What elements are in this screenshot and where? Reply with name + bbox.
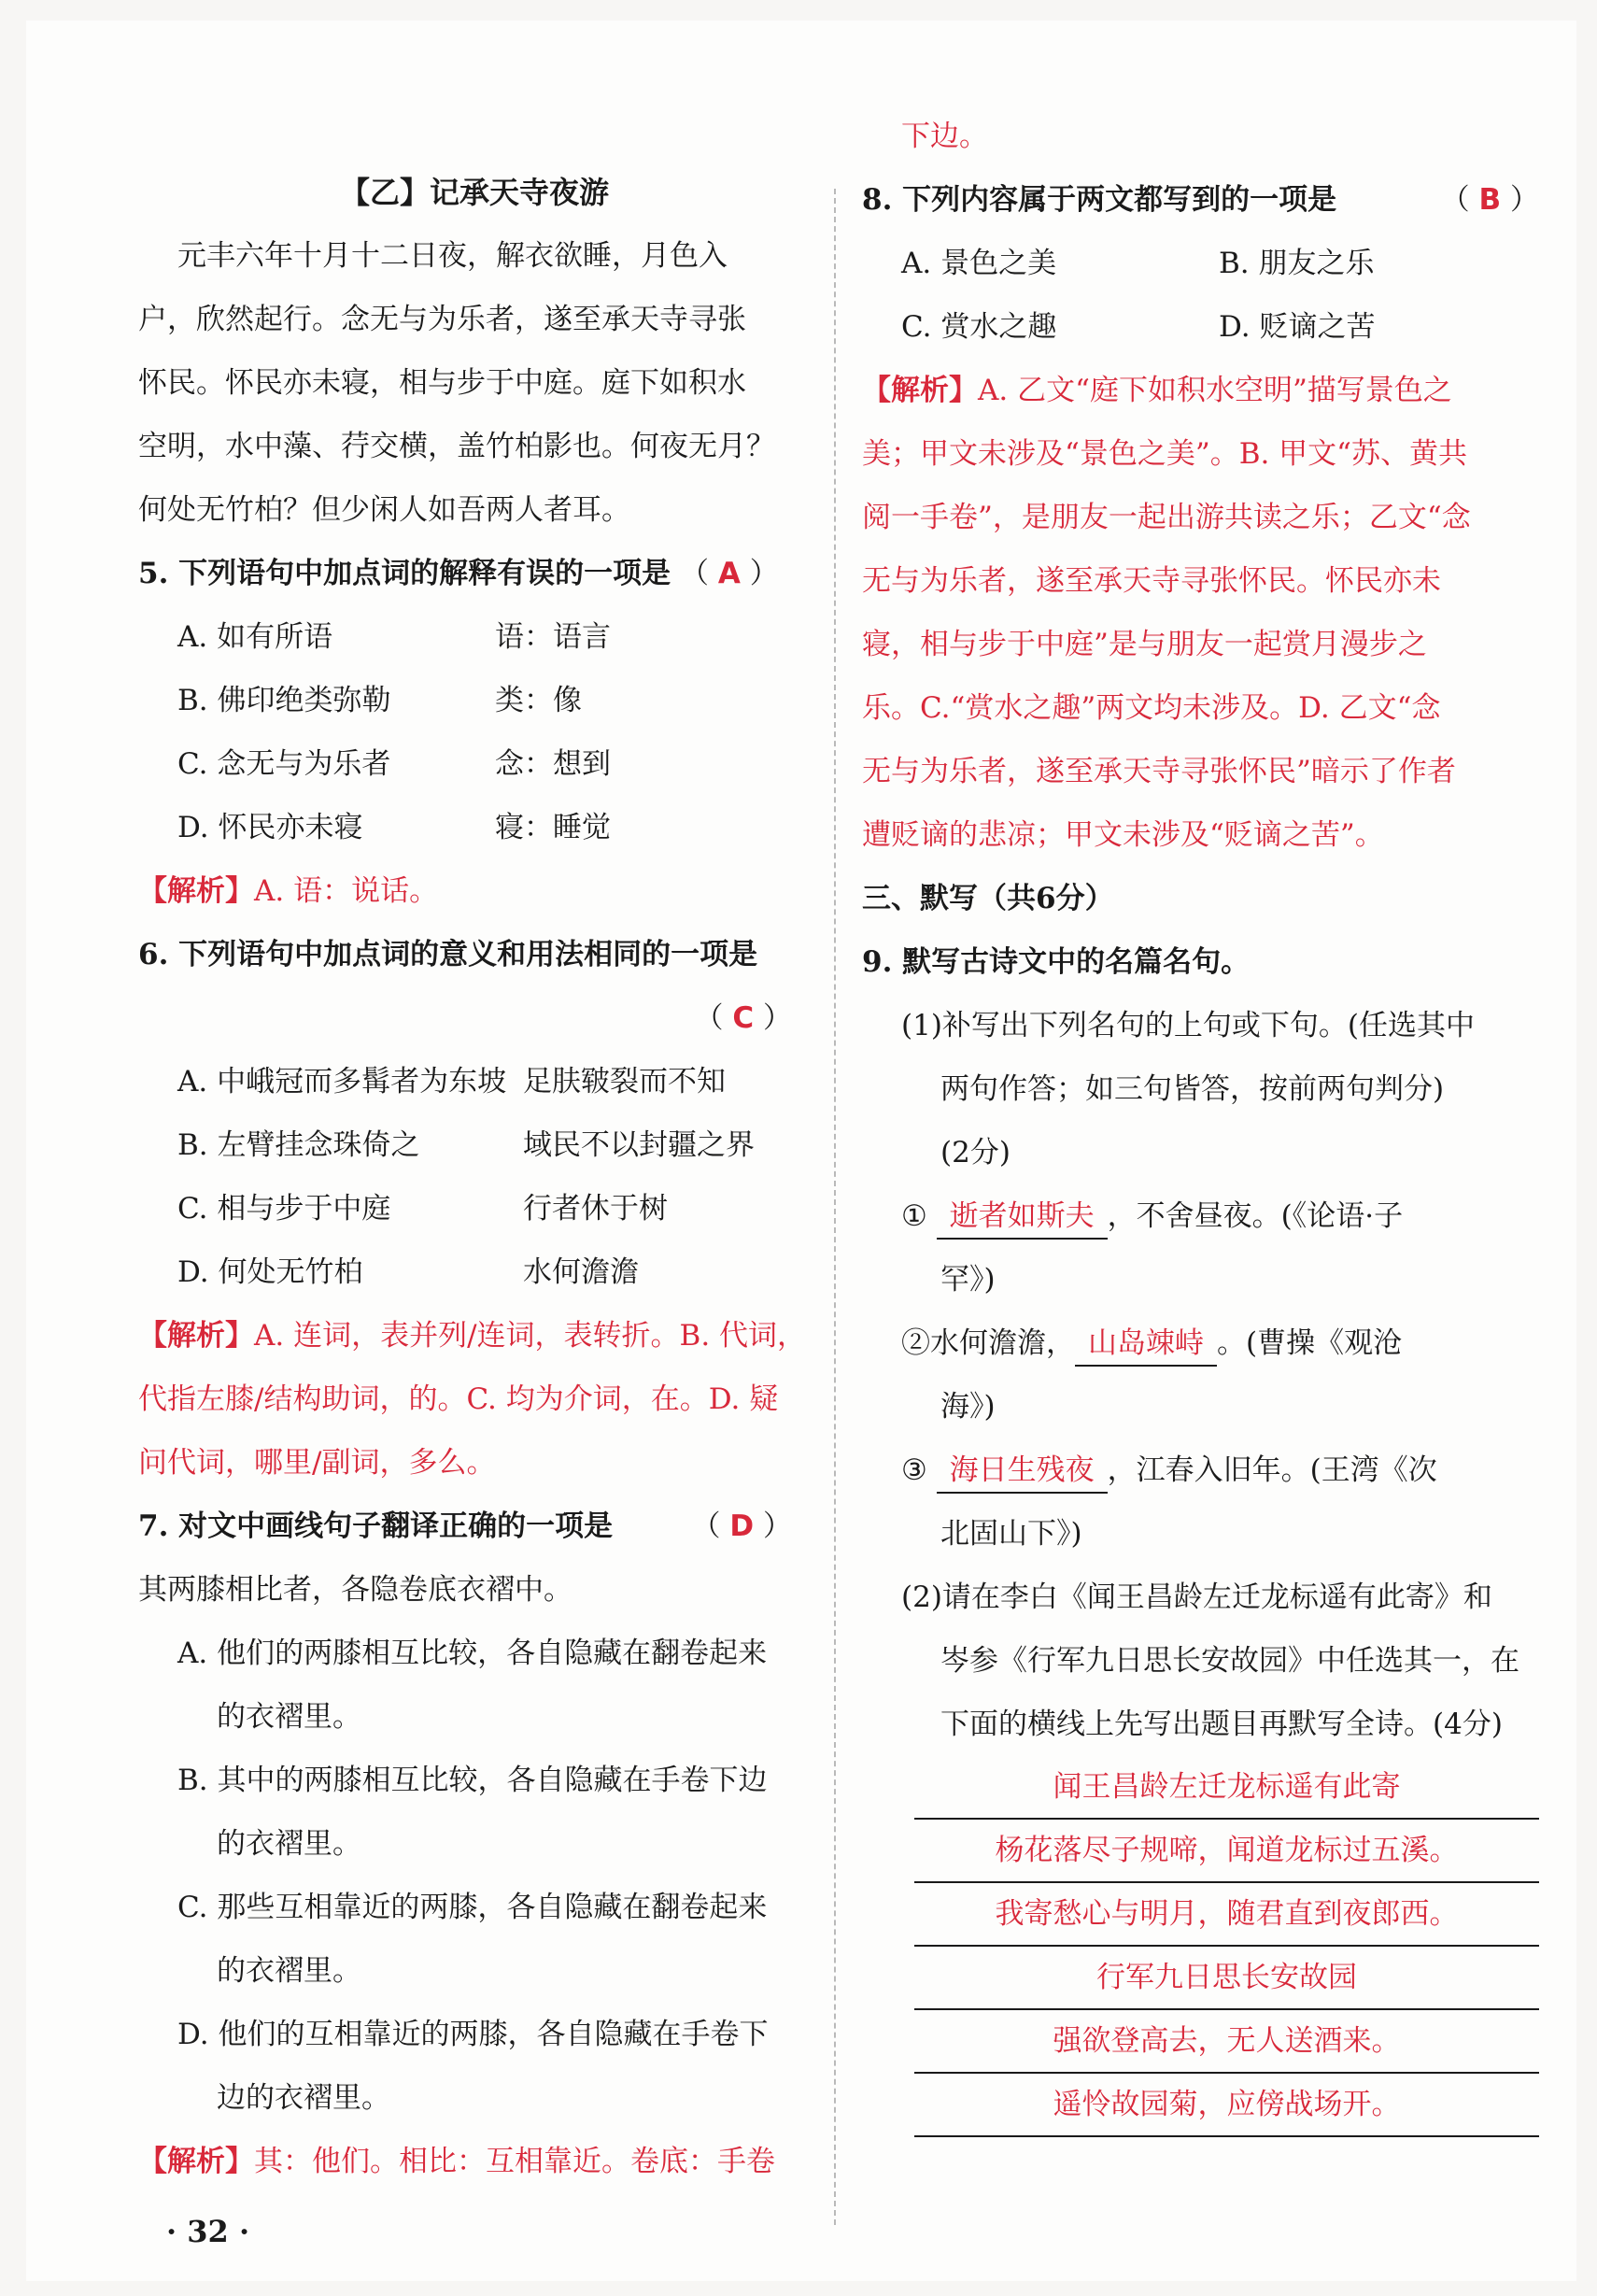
fill-answer: 海日生残夜 (937, 1449, 1108, 1494)
page-number: · 32 · (166, 2214, 250, 2249)
option-line: 的衣褶里。 (217, 1827, 361, 1861)
analysis-6-line: 代指左膝/结构助词，的。C. 均为介词，在。D. 疑 (138, 1382, 779, 1416)
option-row: A. 景色之美 B. 朋友之乐 (901, 247, 1375, 280)
analysis-8-line: 无与为乐者，遂至承天寺寻张怀民”暗示了作者 (862, 755, 1456, 788)
answer-6: C (732, 1001, 755, 1035)
analysis-7: 【解析】其：他们。相比：互相靠近。卷底：手卷 (138, 2145, 775, 2178)
fill-item-1-cont: 罕》) (940, 1263, 996, 1297)
option-row: C. 相与步于中庭 行者休于树 (177, 1192, 668, 1226)
fill-answer: 山岛竦峙 (1075, 1322, 1217, 1367)
q9-part1-line: (2分) (940, 1136, 1010, 1169)
right-column (862, 105, 1539, 2137)
option-line: 的衣褶里。 (217, 1954, 361, 1988)
option-line: 边的衣褶里。 (217, 2081, 390, 2115)
question-8-stem: 8. 下列内容属于两文都写到的一项是 （ B ） (862, 183, 1539, 217)
question-5-stem: 5. 下列语句中加点词的解释有误的一项是 （ A ） (138, 557, 779, 590)
question-7-stem: 7. 对文中画线句子翻译正确的一项是 （ D ） (138, 1509, 792, 1543)
option-line: B. 其中的两膝相互比较，各自隐藏在手卷下边 (177, 1764, 768, 1797)
analysis-8-line: 阅一手卷”，是朋友一起出游共读之乐；乙文“念 (862, 501, 1471, 534)
passage-line: 怀民。怀民亦未寝，相与步于中庭。庭下如积水 (138, 366, 746, 400)
analysis-6-line: 问代词，哪里/副词，多么。 (138, 1446, 496, 1480)
option-row: C. 赏水之趣 D. 贬谪之苦 (901, 310, 1376, 344)
left-column (138, 161, 811, 2193)
analysis-5: 【解析】A. 语：说话。 (138, 874, 439, 908)
fill-item-1: ① 逝者如斯夫 ，不舍昼夜。(《论语·子 (862, 1184, 1539, 1248)
carry-over-text: 下边。 (901, 120, 988, 153)
option-line: D. 他们的互相靠近的两膝，各自隐藏在手卷下 (177, 2018, 769, 2051)
analysis-8-line: 寝，相与步于中庭”是与朋友一起赏月漫步之 (862, 628, 1427, 661)
passage-line: 户，欣然起行。念无与为乐者，遂至承天寺寻张 (138, 303, 746, 336)
answer-line: 闻王昌龄左迁龙标遥有此寄 (914, 1756, 1539, 1820)
option-row: A. 如有所语 语：语言 (177, 620, 611, 654)
option-row: B. 佛印绝类弥勒 类：像 (177, 684, 582, 717)
passage-title: 【乙】记承天寺夜游 (339, 175, 609, 210)
option-line: 的衣褶里。 (217, 1700, 361, 1734)
question-9-stem: 9. 默写古诗文中的名篇名句。 (862, 945, 1251, 979)
fill-item-3-cont: 北固山下》) (940, 1517, 1082, 1551)
analysis-8-line: 遭贬谪的悲凉；甲文未涉及“贬谪之苦”。 (862, 818, 1384, 852)
q9-part1-line: 两句作答；如三句皆答，按前两句判分) (940, 1072, 1445, 1106)
fill-item-2-cont: 海》) (940, 1390, 996, 1424)
analysis-8-line: 无与为乐者，遂至承天寺寻张怀民。怀民亦未 (862, 564, 1441, 598)
analysis-8-line: 美；甲文未涉及“景色之美”。B. 甲文“苏、黄共 (862, 437, 1468, 471)
q9-part2-line: 下面的横线上先写出题目再默写全诗。(4分) (940, 1708, 1503, 1741)
underlined-sentence: 其两膝相比者，各隐卷底衣褶中。 (138, 1573, 572, 1607)
option-line: C. 那些互相靠近的两膝，各自隐藏在翻卷起来 (177, 1891, 768, 1924)
option-row: D. 怀民亦未寝 寝：睡觉 (177, 811, 611, 844)
column-divider (834, 189, 836, 2225)
answer-8: B (1478, 183, 1502, 217)
analysis-8-line: 乐。C.“赏水之趣”两文均未涉及。D. 乙文“念 (862, 691, 1441, 725)
answer-line: 我寄愁心与明月，随君直到夜郎西。 (914, 1883, 1539, 1947)
answer-line: 行军九日思长安故园 (914, 1947, 1539, 2010)
page (26, 21, 1576, 2281)
answer-line: 强欲登高去，无人送酒来。 (914, 2010, 1539, 2074)
option-line: A. 他们的两膝相互比较，各自隐藏在翻卷起来 (177, 1637, 768, 1670)
option-row: A. 中峨冠而多髯者为东坡 足肤皲裂而不知 (177, 1065, 726, 1098)
q9-part1: (1)补写出下列名句的上句或下句。(任选其中 (901, 1009, 1476, 1042)
question-6-stem: 6. 下列语句中加点词的意义和用法相同的一项是 (138, 938, 758, 971)
option-row: C. 念无与为乐者 念：想到 (177, 747, 611, 781)
passage-line: 元丰六年十月十二日夜，解衣欲睡，月色入 (177, 239, 728, 273)
answer-5: A (717, 557, 741, 590)
fill-answer: 逝者如斯夫 (937, 1195, 1108, 1240)
passage-line: 空明，水中藻、荇交横，盖竹柏影也。何夜无月？ (138, 430, 775, 463)
option-row: B. 左臂挂念珠倚之 域民不以封疆之界 (177, 1128, 755, 1162)
analysis-8: 【解析】A. 乙文“庭下如积水空明”描写景色之 (862, 374, 1452, 407)
q9-part2: (2)请在李白《闻王昌龄左迁龙标遥有此寄》和 (901, 1580, 1492, 1614)
option-row: D. 何处无竹柏 水何澹澹 (177, 1255, 639, 1289)
q9-part2-line: 岑参《行军九日思长安故园》中任选其一，在 (940, 1644, 1519, 1678)
fill-item-3: ③ 海日生残夜 ，江春入旧年。(王湾《次 (862, 1439, 1539, 1502)
passage-line: 何处无竹柏？但少闲人如吾两人者耳。 (138, 493, 630, 527)
answer-7: D (729, 1509, 755, 1543)
answer-line: 杨花落尽子规啼，闻道龙标过五溪。 (914, 1820, 1539, 1883)
answer-line: 遥怜故园菊，应傍战场开。 (914, 2074, 1539, 2137)
fill-item-2: ②水何澹澹， 山岛竦峙 。(曹操《观沧 (862, 1311, 1539, 1375)
section-3-heading: 三、默写（共6分） (862, 882, 1114, 915)
analysis-6: 【解析】A. 连词，表并列/连词，表转折。B. 代词， (138, 1319, 807, 1353)
answer-6-row: （ C ） (694, 1001, 792, 1035)
